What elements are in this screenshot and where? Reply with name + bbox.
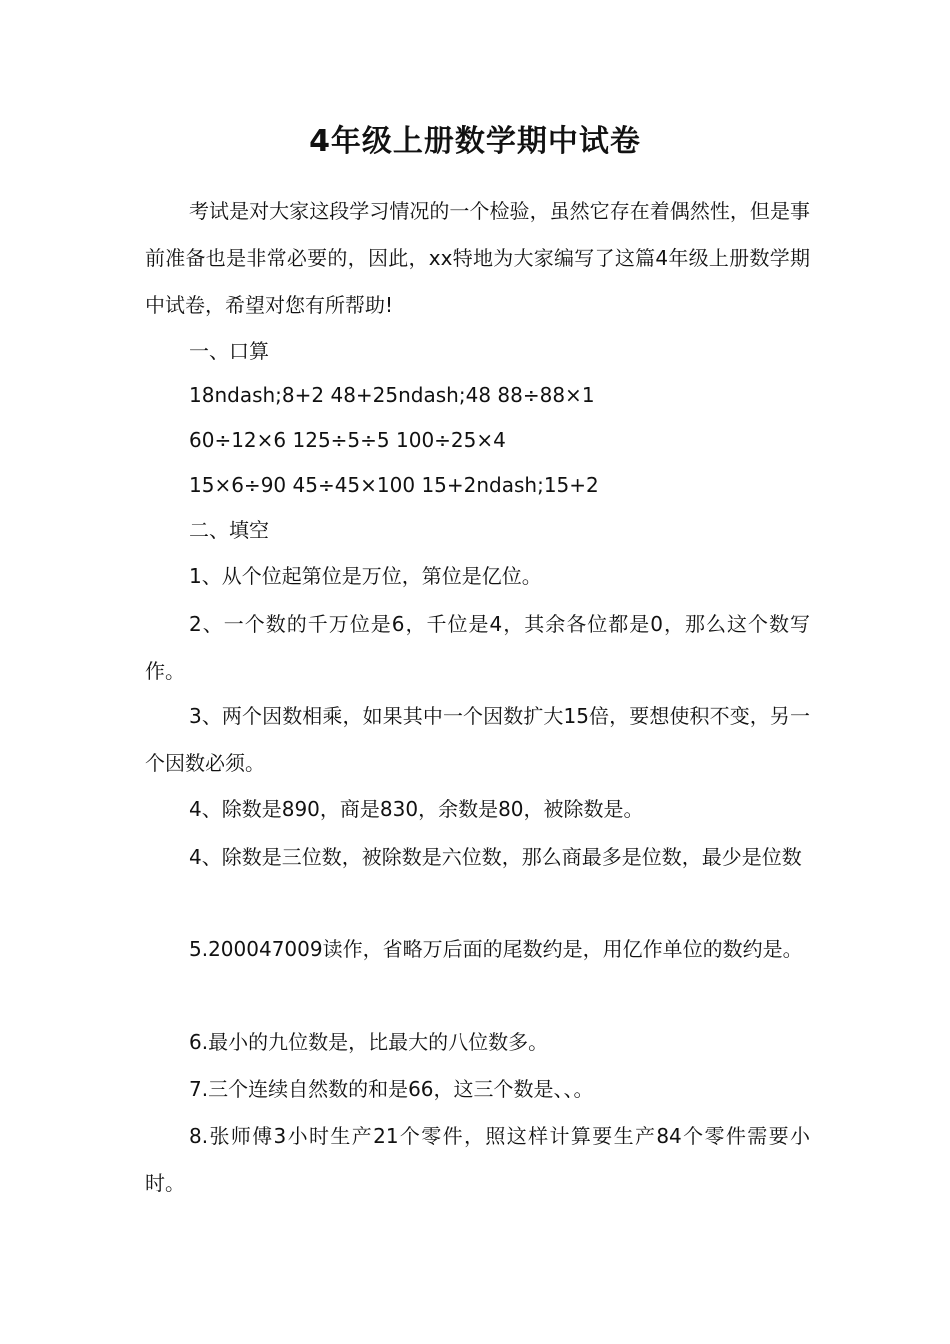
oral-line-1: 18ndash;8+2 48+25ndash;48 88÷88×1 [189, 383, 595, 407]
intro-paragraph: 考试是对大家这段学习情况的一个检验，虽然它存在着偶然性，但是事前准备也是非常必要的，因此，xx特地为大家编写了这篇4年级上册数学期中试卷，希望对您有所帮助! [145, 199, 810, 317]
fill-item-6: 5.200047009读作，省略万后面的尾数约是，用亿作单位的数约是。 [189, 937, 803, 961]
oral-line-3: 15×6÷90 45÷45×100 15+2ndash;15+2 [189, 473, 599, 497]
fill-item-3: 3、两个因数相乘，如果其中一个因数扩大15倍，要想使积不变，另一个因数必须。 [145, 704, 810, 775]
fill-item-9: 8.张师傅3小时生产21个零件，照这样计算要生产84个零件需要小时。 [145, 1124, 810, 1195]
fill-item-7: 6.最小的九位数是，比最大的八位数多。 [189, 1030, 549, 1054]
fill-item-8: 7.三个连续自然数的和是66，这三个数是、、。 [189, 1077, 594, 1101]
oral-line-2: 60÷12×6 125÷5÷5 100÷25×4 [189, 428, 506, 452]
fill-item-4: 4、除数是890，商是830，余数是80，被除数是。 [189, 797, 644, 821]
document-title: 4年级上册数学期中试卷 [309, 124, 641, 159]
section-heading-fill: 二、填空 [189, 518, 269, 542]
fill-item-1: 1、从个位起第位是万位，第位是亿位。 [189, 564, 542, 588]
fill-item-2: 2、一个数的千万位是6，千位是4，其余各位都是0，那么这个数写作。 [145, 612, 810, 683]
fill-item-5: 4、除数是三位数，被除数是六位数，那么商最多是位数，最少是位数 [189, 845, 802, 869]
section-heading-oral: 一、口算 [189, 339, 269, 363]
